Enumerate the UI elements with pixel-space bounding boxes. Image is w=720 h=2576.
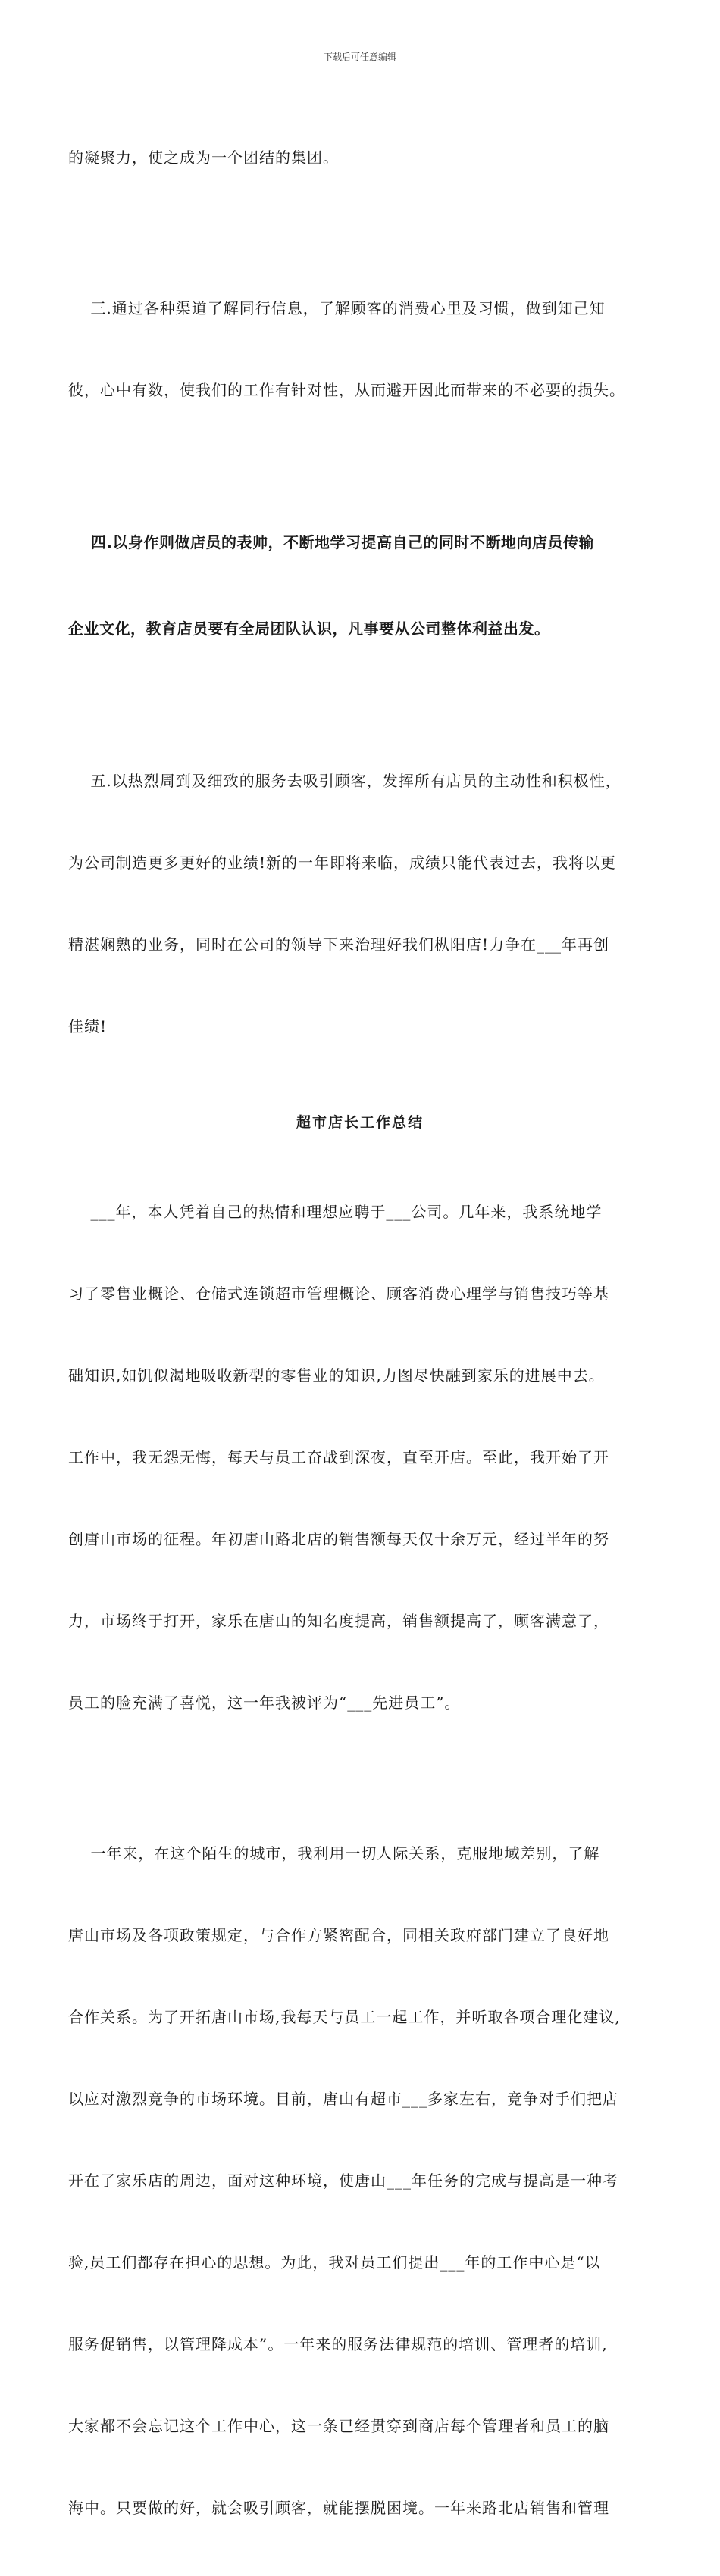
document-body [68, 89, 652, 2576]
text-line: 一年来，在这个陌生的城市，我利用一切人际关系，克服地域差别，了解 [68, 1844, 600, 1863]
paragraph [68, 1785, 652, 2576]
text-line: 工作中，我无怨无悔，每天与员工奋战到深夜，直至开店。至此，我开始了开 [68, 1448, 609, 1466]
text-line: 大家都不会忘记这个工作中心，这一条已经贯穿到商店每个管理者和员工的脑 [68, 2417, 609, 2435]
paragraph [68, 713, 652, 1094]
text-line: ___年，本人凭着自己的热情和理想应聘于___公司。几年来，我系统地学 [68, 1203, 603, 1221]
text-line: 验,员工们都存在担心的思想。为此，我对员工们提出___年的工作中心是“以 [68, 2253, 601, 2272]
text-line: 础知识,如饥似渴地吸收新型的零售业的知识,力图尽快融到家乐的进展中去。 [68, 1366, 605, 1385]
text-line: 合作关系。为了开拓唐山市场,我每天与员工一起工作，并听取各项合理化建议, [68, 2008, 621, 2026]
text-line: 唐山市场及各项政策规定，与合作方紧密配合，同相关政府部门建立了良好地 [68, 1926, 609, 1944]
text-line: 三.通过各种渠道了解同行信息，了解顾客的消费心里及习惯，做到知己知 [68, 299, 606, 317]
paragraph [68, 1144, 652, 1771]
paragraph [68, 89, 652, 226]
text-line: 习了零售业概论、仓储式连锁超市管理概论、顾客消费心理学与销售技巧等基 [68, 1285, 609, 1303]
text-line: 的凝聚力，使之成为一个团结的集团。 [68, 148, 339, 167]
section-title: 超市店长工作总结 [296, 1114, 424, 1131]
text-line: 佳绩! [68, 1017, 108, 1035]
text-line: 以应对激烈竞争的市场环境。目前，唐山有超市___多家左右，竞争对手们把店 [68, 2090, 618, 2108]
text-line: 精湛娴熟的业务，同时在公司的领导下来治理好我们枞阳店!力争在___年再创 [68, 935, 610, 954]
page-header-note: 下载后可任意编辑 [323, 52, 396, 62]
paragraph [68, 240, 652, 458]
text-line: 力，市场终于打开，家乐在唐山的知名度提高，销售额提高了，顾客满意了， [68, 1612, 609, 1630]
text-line: 四.以身作则做店员的表帅，不断地学习提高自己的同时不断地向店员传输 [68, 533, 594, 551]
text-line: 五.以热烈周到及细致的服务去吸引顾客，发挥所有店员的主动性和积极性， [68, 772, 621, 790]
text-line: 员工的脸充满了喜悦，这一年我被评为“___先进员工”。 [68, 1694, 461, 1712]
text-line: 开在了家乐店的周边，面对这种环境，使唐山___年任务的完成与提高是一种考 [68, 2172, 618, 2190]
text-line: 企业文化，教育店员要有全局团队认识，凡事要从公司整体利益出发。 [68, 620, 550, 638]
text-line: 海中。只要做的好，就会吸引顾客，就能摆脱困境。一年来路北店销售和管理 [68, 2499, 609, 2517]
text-line: 创唐山市场的征程。年初唐山路北店的销售额每天仅十余万元，经过半年的努 [68, 1530, 609, 1548]
text-line: 服务促销售，以管理降成本”。一年来的服务法律规范的培训、管理者的培训, [68, 2335, 608, 2353]
bold-paragraph [68, 470, 652, 701]
text-line: 彼，心中有数，使我们的工作有针对性，从而避开因此而带来的不必要的损失。 [68, 381, 625, 399]
text-line: 为公司制造更多更好的业绩!新的一年即将来临，成绩只能代表过去，我将以更 [68, 854, 617, 872]
